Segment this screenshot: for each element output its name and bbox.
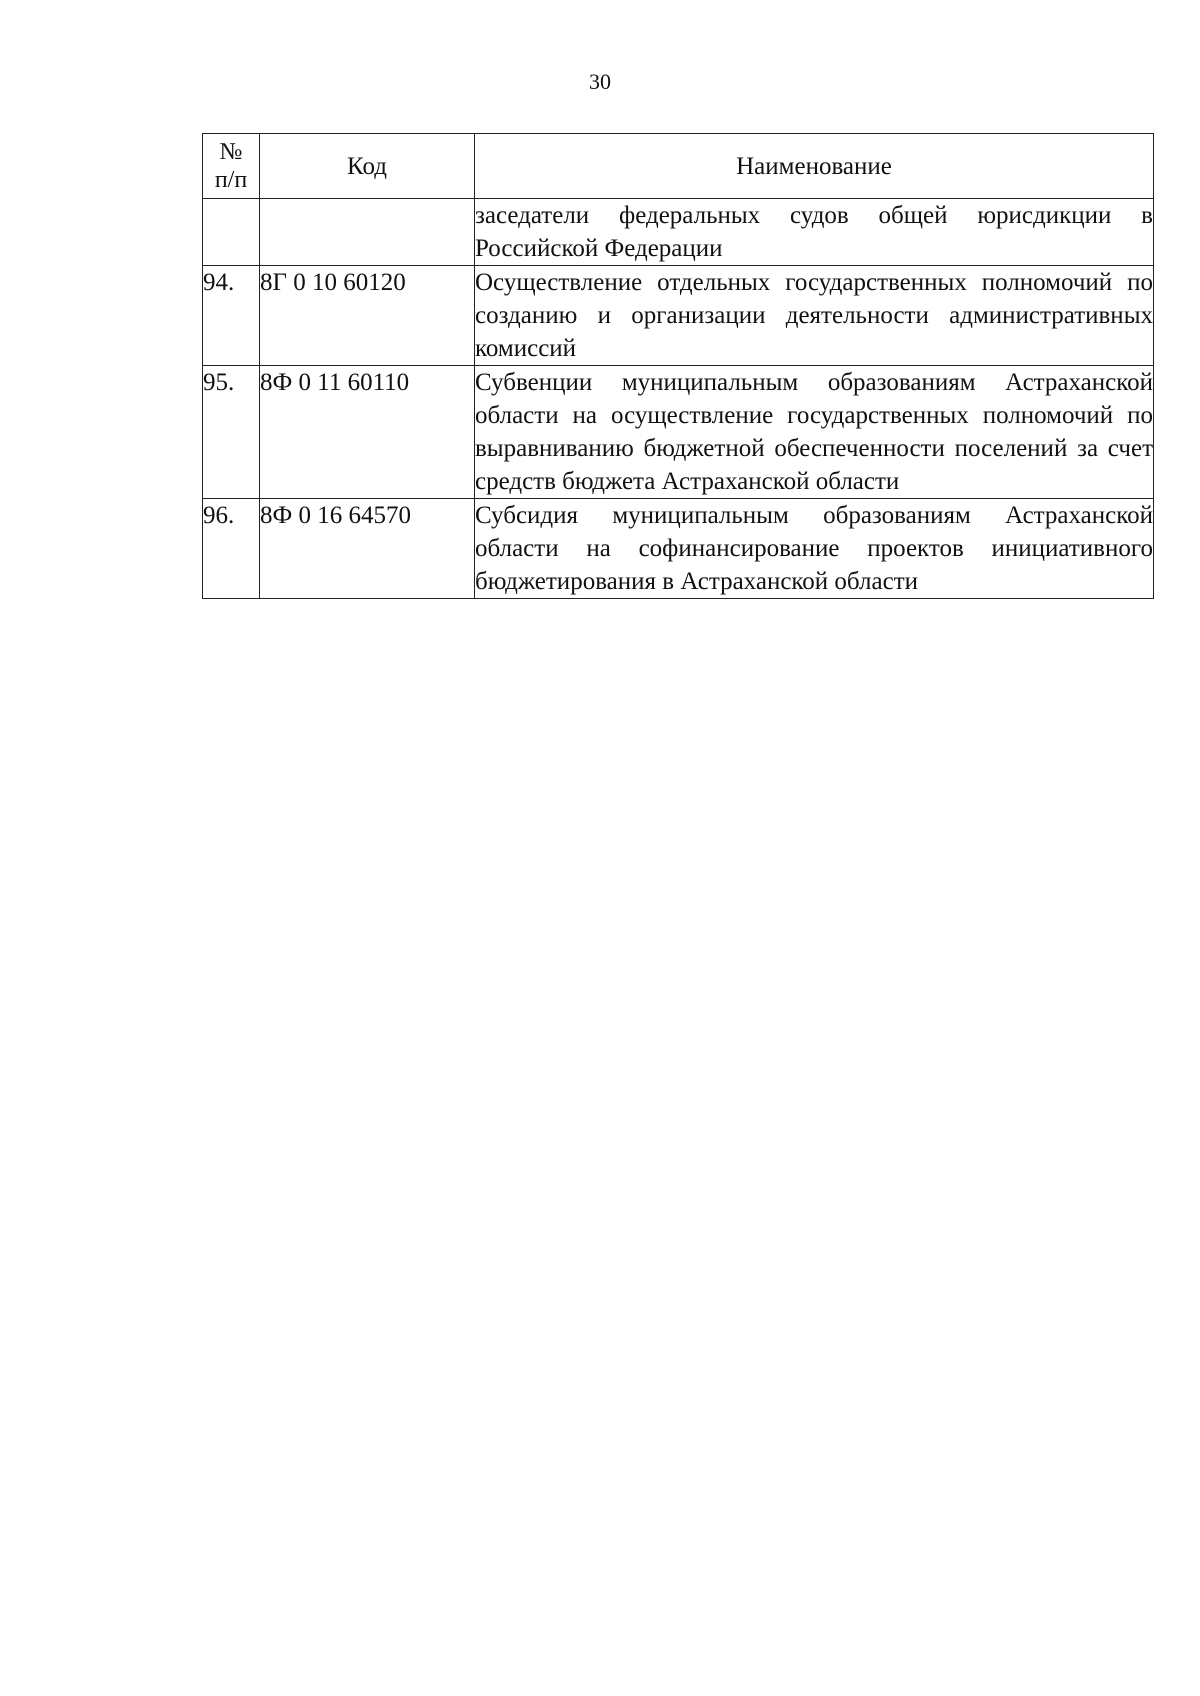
header-number-abbrev: п/п [214,167,248,193]
header-code: Код [260,134,475,199]
table-row [203,366,1154,499]
page-number: 30 [589,69,611,94]
header-number [203,134,260,199]
table-header-row [203,134,1154,199]
row-number: 94. [203,266,260,366]
header-number-symbol: № [219,139,243,165]
row-number: 95. [203,366,260,499]
row-name: Субвенции муниципальным образованиям Астраханской области на осуществление государственных полномочий по выравниванию бюджетной обеспеченности поселений за счет средств бюджета Астраханской области [475,366,1154,499]
row-code [260,199,475,266]
table-row [203,199,1154,266]
row-name: Субсидия муниципальным образованиям Астраханской области на софинансирование проектов инициативного бюджетирования в Астраханской области [475,499,1154,599]
table-row [203,266,1154,366]
row-code: 8Ф 0 16 64570 [260,499,475,599]
row-name: заседатели федеральных судов общей юрисдикции в Российской Федерации [475,199,1154,266]
header-name: Наименование [475,134,1154,199]
row-code: 8Ф 0 11 60110 [260,366,475,499]
row-number: 96. [203,499,260,599]
row-number [203,199,260,266]
row-name: Осуществление отдельных государственных полномочий по созданию и организации деятельности административных комиссий [475,266,1154,366]
table-row [203,499,1154,599]
row-code: 8Г 0 10 60120 [260,266,475,366]
codes-table [202,133,1154,599]
